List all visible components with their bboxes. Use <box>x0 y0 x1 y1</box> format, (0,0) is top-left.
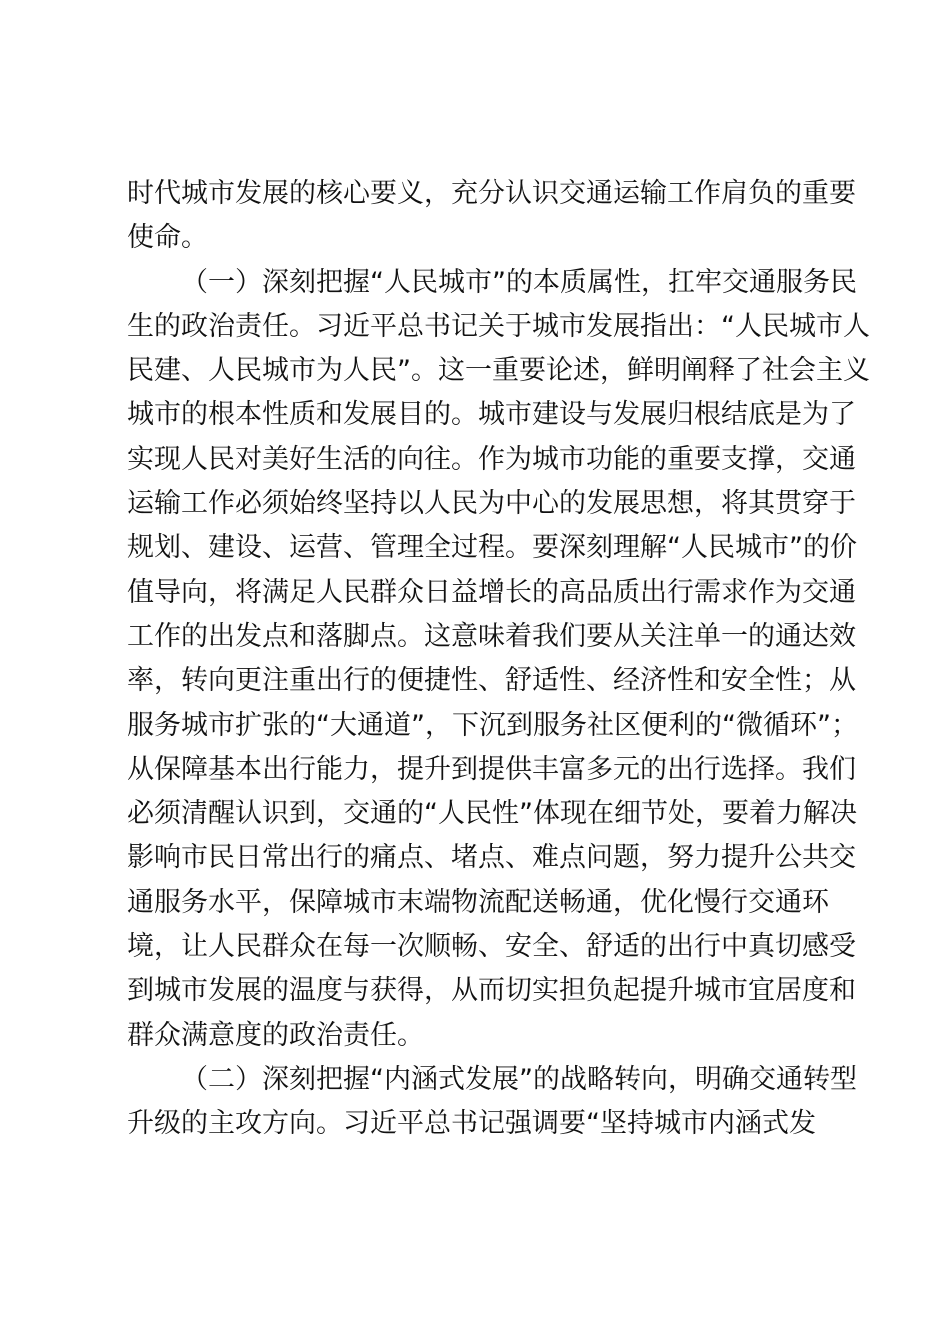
text-line: 规划、建设、运营、管理全过程。要深刻理解“人民城市”的价 <box>127 532 857 564</box>
text-line: 从保障基本出行能力，提升到提供丰富多元的出行选择。我们 <box>127 753 856 785</box>
text-line: 升级的主攻方向。习近平总书记强调要“坚持城市内涵式发 <box>127 1108 816 1140</box>
text-line: 到城市发展的温度与获得，从而切实担负起提升城市宜居度和 <box>127 975 856 1007</box>
text-line: 城市的根本性质和发展目的。城市建设与发展归根结底是为了 <box>127 399 856 431</box>
text-line: 运输工作必须始终坚持以人民为中心的发展思想，将其贯穿于 <box>127 488 856 520</box>
text-line: 值导向，将满足人民群众日益增长的高品质出行需求作为交通 <box>127 576 856 608</box>
text-line: 必须清醒认识到，交通的“人民性”体现在细节处，要着力解决 <box>127 798 857 830</box>
text-line: 使命。 <box>127 222 208 254</box>
body-text <box>127 172 870 1147</box>
text-line: 群众满意度的政治责任。 <box>127 1019 424 1051</box>
text-line: 影响市民日常出行的痛点、堵点、难点问题，努力提升公共交 <box>127 842 856 874</box>
text-line: 生的政治责任。习近平总书记关于城市发展指出：“人民城市人 <box>127 310 870 342</box>
text-line: 民建、人民城市为人民”。这一重要论述，鲜明阐释了社会主义 <box>127 355 870 387</box>
text-line: 境，让人民群众在每一次顺畅、安全、舒适的出行中真切感受 <box>127 931 856 963</box>
text-line: 率，转向更注重出行的便捷性、舒适性、经济性和安全性；从 <box>127 665 856 697</box>
text-line: 工作的出发点和落脚点。这意味着我们要从关注单一的通达效 <box>127 620 856 652</box>
text-line: 时代城市发展的核心要义，充分认识交通运输工作肩负的重要 <box>127 178 856 209</box>
section-heading-line: （一）深刻把握“人民城市”的本质属性，扛牢交通服务民 <box>181 266 857 298</box>
section-heading-line: （二）深刻把握“内涵式发展”的战略转向，明确交通转型 <box>181 1063 857 1095</box>
text-line: 服务城市扩张的“大通道”，下沉到服务社区便利的“微循环”； <box>127 709 858 741</box>
text-line: 实现人民对美好生活的向往。作为城市功能的重要支撑，交通 <box>127 443 856 475</box>
text-line: 通服务水平，保障城市末端物流配送畅通，优化慢行交通环 <box>127 886 829 918</box>
